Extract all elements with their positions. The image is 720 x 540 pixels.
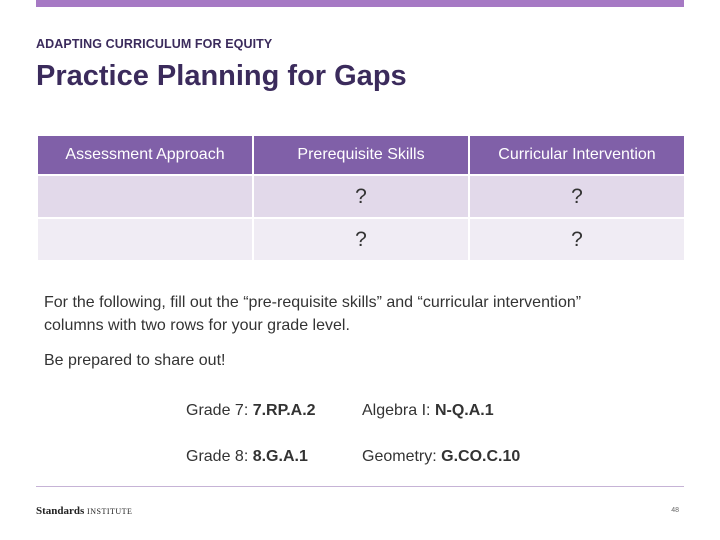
standard-label: Grade 8:: [186, 448, 253, 465]
standards-institute-logo: [36, 505, 132, 517]
planning-table: [36, 136, 686, 262]
table-cell[interactable]: ?: [469, 175, 685, 218]
page-number: 48: [671, 507, 679, 514]
header-prerequisite-skills: Prerequisite Skills: [253, 136, 469, 175]
header-curricular-intervention: Curricular Intervention: [469, 136, 685, 175]
table-cell[interactable]: [37, 218, 253, 261]
logo-sub: INSTITUTE: [87, 507, 133, 516]
top-accent-bar: [36, 0, 684, 7]
standard-code: N-Q.A.1: [434, 402, 494, 419]
standard-code: 7.RP.A.2: [252, 402, 316, 419]
table-row: [37, 175, 685, 218]
standard-label: Geometry:: [362, 448, 442, 465]
table-cell[interactable]: ?: [469, 218, 685, 261]
logo-brand: Standards: [36, 505, 85, 517]
slide-kicker: ADAPTING CURRICULUM FOR EQUITY: [36, 37, 273, 51]
slide-title: Practice Planning for Gaps: [36, 60, 407, 92]
table-cell[interactable]: [37, 175, 253, 218]
instructions-text: For the following, fill out the “pre-requisite skills” and “curricular intervention” columns with two rows for your grade level.: [44, 294, 582, 334]
header-assessment-approach: Assessment Approach: [37, 136, 253, 175]
standard-label: Algebra I:: [362, 402, 435, 419]
table-cell[interactable]: ?: [253, 175, 469, 218]
table-header-row: [37, 136, 685, 175]
standard-geometry: [362, 448, 538, 466]
table-row: [37, 218, 685, 261]
table-cell[interactable]: ?: [253, 218, 469, 261]
standards-row: [186, 388, 606, 434]
footer-divider: [36, 486, 684, 487]
standard-label: Grade 7:: [186, 402, 253, 419]
share-prompt: Be prepared to share out!: [44, 352, 226, 369]
standard-grade-7: [186, 402, 362, 420]
standard-code: G.CO.C.10: [441, 448, 521, 465]
standards-row: [186, 434, 606, 480]
standard-code: 8.G.A.1: [252, 448, 308, 465]
standard-grade-8: [186, 448, 362, 466]
standards-list: [186, 388, 606, 480]
standard-algebra-1: [362, 402, 538, 420]
